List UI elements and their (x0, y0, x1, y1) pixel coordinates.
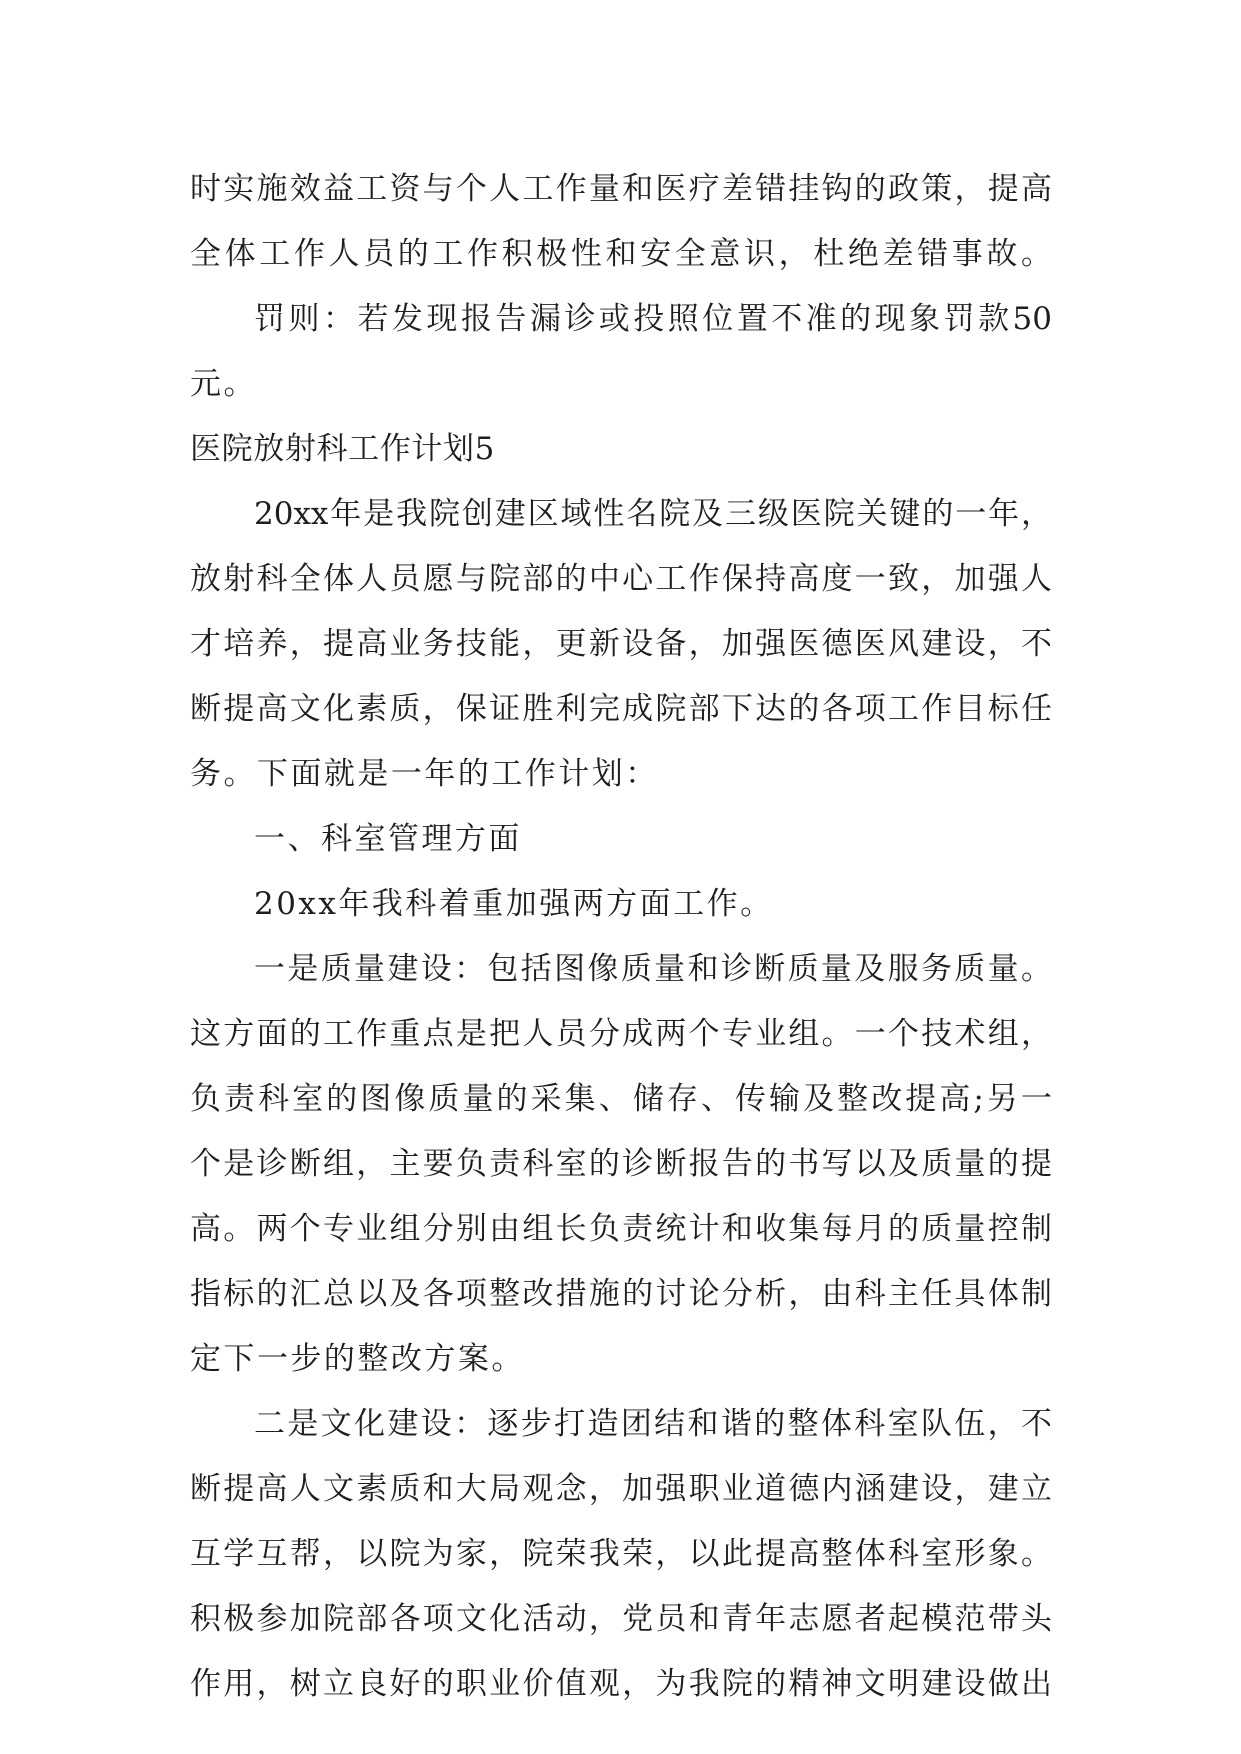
text-line: 断提高人文素质和大局观念，加强职业道德内涵建设，建立 (190, 1471, 1052, 1507)
paragraph-start-line: 罚则：若发现报告漏诊或投照位置不准的现象罚款50 (254, 301, 1052, 337)
text-line: 高。两个专业组分别由组长负责统计和收集每月的质量控制 (190, 1211, 1052, 1247)
document-page (190, 157, 1052, 1717)
text-line: 互学互帮，以院为家，院荣我荣，以此提高整体科室形象。 (190, 1536, 1052, 1572)
text-line: 元。 (190, 366, 257, 402)
paragraph-start-line: 20xx年是我院创建区域性名院及三级医院关键的一年， (254, 496, 1052, 532)
text-line: 作用，树立良好的职业价值观，为我院的精神文明建设做出 (190, 1666, 1052, 1702)
text-line: 个是诊断组，主要负责科室的诊断报告的书写以及质量的提 (190, 1146, 1052, 1182)
text-line: 时实施效益工资与个人工作量和医疗差错挂钩的政策，提高 (190, 171, 1052, 207)
text-line: 积极参加院部各项文化活动，党员和青年志愿者起模范带头 (190, 1601, 1052, 1637)
text-line: 断提高文化素质，保证胜利完成院部下达的各项工作目标任 (190, 691, 1052, 727)
subsection-heading: 一、科室管理方面 (254, 821, 522, 857)
text-line: 务。下面就是一年的工作计划： (190, 756, 659, 792)
section-heading: 医院放射科工作计划5 (190, 431, 495, 467)
text-line: 这方面的工作重点是把人员分成两个专业组。一个技术组， (190, 1016, 1052, 1052)
text-line: 放射科全体人员愿与院部的中心工作保持高度一致，加强人 (190, 561, 1052, 597)
text-line: 定下一步的整改方案。 (190, 1341, 525, 1377)
text-line: 全体工作人员的工作积极性和安全意识，杜绝差错事故。 (190, 236, 1052, 272)
text-line: 才培养，提高业务技能，更新设备，加强医德医风建设，不 (190, 626, 1052, 662)
paragraph-start-line: 20xx年我科着重加强两方面工作。 (254, 886, 774, 922)
paragraph-start-line: 二是文化建设：逐步打造团结和谐的整体科室队伍，不 (254, 1406, 1052, 1442)
paragraph-start-line: 一是质量建设：包括图像质量和诊断质量及服务质量。 (254, 951, 1052, 987)
text-line: 指标的汇总以及各项整改措施的讨论分析，由科主任具体制 (190, 1276, 1052, 1312)
text-line: 负责科室的图像质量的采集、储存、传输及整改提高;另一 (190, 1081, 1052, 1117)
